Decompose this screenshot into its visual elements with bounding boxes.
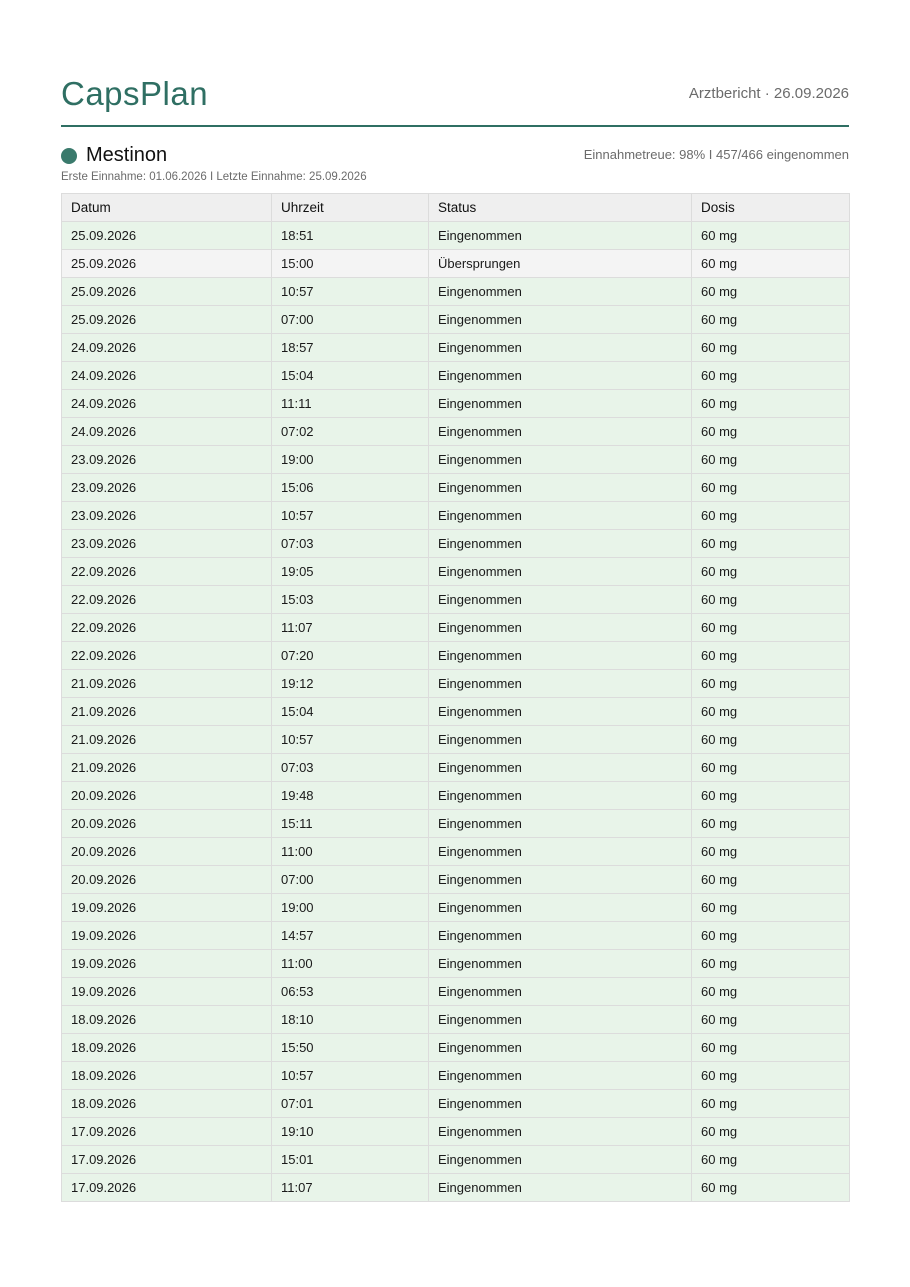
cell-status: Eingenommen <box>429 642 692 670</box>
table-row <box>62 894 850 922</box>
table-row <box>62 362 850 390</box>
table-row <box>62 390 850 418</box>
cell-status: Eingenommen <box>429 418 692 446</box>
cell-date: 21.09.2026 <box>62 726 272 754</box>
header-divider <box>61 125 849 127</box>
cell-status: Eingenommen <box>429 278 692 306</box>
table-row <box>62 1034 850 1062</box>
column-header-date: Datum <box>62 194 272 222</box>
report-header <box>61 74 849 114</box>
cell-status: Eingenommen <box>429 614 692 642</box>
cell-time: 07:00 <box>272 866 429 894</box>
cell-dose: 60 mg <box>692 866 850 894</box>
cell-time: 10:57 <box>272 278 429 306</box>
cell-status: Eingenommen <box>429 1034 692 1062</box>
table-row <box>62 474 850 502</box>
cell-dose: 60 mg <box>692 446 850 474</box>
cell-date: 22.09.2026 <box>62 586 272 614</box>
cell-dose: 60 mg <box>692 362 850 390</box>
table-row <box>62 1006 850 1034</box>
table-row <box>62 1090 850 1118</box>
cell-date: 18.09.2026 <box>62 1090 272 1118</box>
cell-status: Eingenommen <box>429 474 692 502</box>
table-row <box>62 614 850 642</box>
cell-dose: 60 mg <box>692 502 850 530</box>
cell-status: Eingenommen <box>429 222 692 250</box>
cell-status: Eingenommen <box>429 866 692 894</box>
cell-time: 18:57 <box>272 334 429 362</box>
cell-dose: 60 mg <box>692 306 850 334</box>
cell-time: 19:10 <box>272 1118 429 1146</box>
table-row <box>62 586 850 614</box>
cell-date: 25.09.2026 <box>62 306 272 334</box>
cell-status: Eingenommen <box>429 950 692 978</box>
cell-dose: 60 mg <box>692 418 850 446</box>
cell-dose: 60 mg <box>692 1062 850 1090</box>
cell-time: 18:51 <box>272 222 429 250</box>
cell-time: 07:02 <box>272 418 429 446</box>
cell-date: 25.09.2026 <box>62 278 272 306</box>
table-row <box>62 1118 850 1146</box>
table-row <box>62 698 850 726</box>
table-row <box>62 502 850 530</box>
cell-time: 15:01 <box>272 1146 429 1174</box>
cell-status: Eingenommen <box>429 306 692 334</box>
cell-date: 24.09.2026 <box>62 418 272 446</box>
cell-status: Eingenommen <box>429 922 692 950</box>
intake-log-table <box>61 193 850 1202</box>
cell-dose: 60 mg <box>692 390 850 418</box>
cell-time: 15:03 <box>272 586 429 614</box>
cell-dose: 60 mg <box>692 1146 850 1174</box>
cell-dose: 60 mg <box>692 1090 850 1118</box>
table-row <box>62 838 850 866</box>
cell-dose: 60 mg <box>692 1034 850 1062</box>
cell-date: 18.09.2026 <box>62 1034 272 1062</box>
cell-dose: 60 mg <box>692 474 850 502</box>
table-row <box>62 558 850 586</box>
cell-status: Eingenommen <box>429 362 692 390</box>
cell-status: Eingenommen <box>429 782 692 810</box>
cell-time: 07:03 <box>272 754 429 782</box>
cell-status: Eingenommen <box>429 754 692 782</box>
cell-time: 15:06 <box>272 474 429 502</box>
cell-date: 19.09.2026 <box>62 922 272 950</box>
table-row <box>62 670 850 698</box>
cell-dose: 60 mg <box>692 334 850 362</box>
cell-dose: 60 mg <box>692 642 850 670</box>
cell-dose: 60 mg <box>692 1174 850 1202</box>
cell-status: Eingenommen <box>429 502 692 530</box>
cell-time: 11:00 <box>272 838 429 866</box>
table-row <box>62 278 850 306</box>
cell-date: 18.09.2026 <box>62 1062 272 1090</box>
cell-time: 15:11 <box>272 810 429 838</box>
cell-date: 24.09.2026 <box>62 362 272 390</box>
cell-status: Eingenommen <box>429 1118 692 1146</box>
cell-time: 15:04 <box>272 362 429 390</box>
cell-status: Eingenommen <box>429 1174 692 1202</box>
cell-status: Eingenommen <box>429 558 692 586</box>
table-header-row <box>62 194 850 222</box>
cell-dose: 60 mg <box>692 782 850 810</box>
cell-time: 19:05 <box>272 558 429 586</box>
cell-status: Eingenommen <box>429 1006 692 1034</box>
table-row <box>62 446 850 474</box>
adherence-summary: Einnahmetreue: 98% I 457/466 eingenommen <box>583 147 849 162</box>
table-row <box>62 250 850 278</box>
table-row <box>62 978 850 1006</box>
cell-time: 19:00 <box>272 894 429 922</box>
cell-date: 21.09.2026 <box>62 670 272 698</box>
cell-status: Eingenommen <box>429 530 692 558</box>
cell-dose: 60 mg <box>692 978 850 1006</box>
table-row <box>62 866 850 894</box>
cell-date: 22.09.2026 <box>62 558 272 586</box>
cell-status: Eingenommen <box>429 670 692 698</box>
cell-status: Eingenommen <box>429 1062 692 1090</box>
cell-time: 07:03 <box>272 530 429 558</box>
medication-summary <box>61 143 849 187</box>
table-row <box>62 642 850 670</box>
table-row <box>62 306 850 334</box>
cell-time: 18:10 <box>272 1006 429 1034</box>
cell-dose: 60 mg <box>692 250 850 278</box>
cell-date: 24.09.2026 <box>62 334 272 362</box>
cell-date: 21.09.2026 <box>62 698 272 726</box>
cell-date: 23.09.2026 <box>62 474 272 502</box>
cell-date: 20.09.2026 <box>62 866 272 894</box>
app-title: CapsPlan <box>61 75 209 112</box>
cell-dose: 60 mg <box>692 894 850 922</box>
cell-dose: 60 mg <box>692 670 850 698</box>
cell-dose: 60 mg <box>692 810 850 838</box>
table-row <box>62 1146 850 1174</box>
medication-name: Mestinon <box>86 144 168 166</box>
cell-date: 23.09.2026 <box>62 502 272 530</box>
cell-date: 25.09.2026 <box>62 250 272 278</box>
cell-dose: 60 mg <box>692 950 850 978</box>
cell-status: Eingenommen <box>429 390 692 418</box>
table-row <box>62 782 850 810</box>
table-row <box>62 222 850 250</box>
cell-status: Eingenommen <box>429 810 692 838</box>
cell-time: 15:50 <box>272 1034 429 1062</box>
cell-dose: 60 mg <box>692 222 850 250</box>
table-row <box>62 922 850 950</box>
cell-time: 07:01 <box>272 1090 429 1118</box>
cell-time: 10:57 <box>272 726 429 754</box>
cell-time: 10:57 <box>272 1062 429 1090</box>
cell-time: 07:20 <box>272 642 429 670</box>
table-row <box>62 950 850 978</box>
cell-date: 17.09.2026 <box>62 1174 272 1202</box>
cell-date: 20.09.2026 <box>62 838 272 866</box>
cell-dose: 60 mg <box>692 558 850 586</box>
cell-time: 19:48 <box>272 782 429 810</box>
cell-date: 22.09.2026 <box>62 614 272 642</box>
cell-dose: 60 mg <box>692 1118 850 1146</box>
cell-status: Eingenommen <box>429 1146 692 1174</box>
table-row <box>62 1062 850 1090</box>
cell-time: 11:11 <box>272 390 429 418</box>
cell-dose: 60 mg <box>692 586 850 614</box>
cell-status: Eingenommen <box>429 698 692 726</box>
cell-date: 19.09.2026 <box>62 950 272 978</box>
cell-date: 17.09.2026 <box>62 1118 272 1146</box>
cell-date: 18.09.2026 <box>62 1006 272 1034</box>
cell-status: Eingenommen <box>429 586 692 614</box>
cell-date: 17.09.2026 <box>62 1146 272 1174</box>
cell-dose: 60 mg <box>692 278 850 306</box>
table-row <box>62 810 850 838</box>
table-row <box>62 530 850 558</box>
column-header-time: Uhrzeit <box>272 194 429 222</box>
medication-dot-icon <box>61 148 77 164</box>
cell-status: Übersprungen <box>429 250 692 278</box>
cell-date: 21.09.2026 <box>62 754 272 782</box>
cell-dose: 60 mg <box>692 698 850 726</box>
table-row <box>62 334 850 362</box>
cell-status: Eingenommen <box>429 838 692 866</box>
column-header-dose: Dosis <box>692 194 850 222</box>
cell-status: Eingenommen <box>429 446 692 474</box>
cell-time: 07:00 <box>272 306 429 334</box>
cell-date: 25.09.2026 <box>62 222 272 250</box>
cell-dose: 60 mg <box>692 922 850 950</box>
cell-status: Eingenommen <box>429 334 692 362</box>
cell-time: 15:04 <box>272 698 429 726</box>
table-row <box>62 726 850 754</box>
table-body <box>62 222 850 1202</box>
cell-dose: 60 mg <box>692 530 850 558</box>
cell-date: 20.09.2026 <box>62 782 272 810</box>
cell-dose: 60 mg <box>692 1006 850 1034</box>
cell-time: 06:53 <box>272 978 429 1006</box>
column-header-status: Status <box>429 194 692 222</box>
cell-status: Eingenommen <box>429 1090 692 1118</box>
cell-time: 15:00 <box>272 250 429 278</box>
intake-date-range: Erste Einnahme: 01.06.2026 I Letzte Einnahme: 25.09.2026 <box>61 171 367 183</box>
cell-date: 19.09.2026 <box>62 978 272 1006</box>
cell-status: Eingenommen <box>429 726 692 754</box>
cell-dose: 60 mg <box>692 754 850 782</box>
cell-time: 10:57 <box>272 502 429 530</box>
cell-time: 11:00 <box>272 950 429 978</box>
cell-date: 23.09.2026 <box>62 530 272 558</box>
cell-status: Eingenommen <box>429 894 692 922</box>
table-row <box>62 1174 850 1202</box>
report-label: Arztbericht · 26.09.2026 <box>688 85 849 102</box>
cell-time: 14:57 <box>272 922 429 950</box>
cell-date: 24.09.2026 <box>62 390 272 418</box>
table-row <box>62 418 850 446</box>
cell-date: 19.09.2026 <box>62 894 272 922</box>
cell-status: Eingenommen <box>429 978 692 1006</box>
cell-time: 19:12 <box>272 670 429 698</box>
cell-time: 19:00 <box>272 446 429 474</box>
table-row <box>62 754 850 782</box>
cell-dose: 60 mg <box>692 614 850 642</box>
cell-dose: 60 mg <box>692 726 850 754</box>
cell-time: 11:07 <box>272 614 429 642</box>
cell-dose: 60 mg <box>692 838 850 866</box>
cell-time: 11:07 <box>272 1174 429 1202</box>
cell-date: 22.09.2026 <box>62 642 272 670</box>
cell-date: 20.09.2026 <box>62 810 272 838</box>
cell-date: 23.09.2026 <box>62 446 272 474</box>
